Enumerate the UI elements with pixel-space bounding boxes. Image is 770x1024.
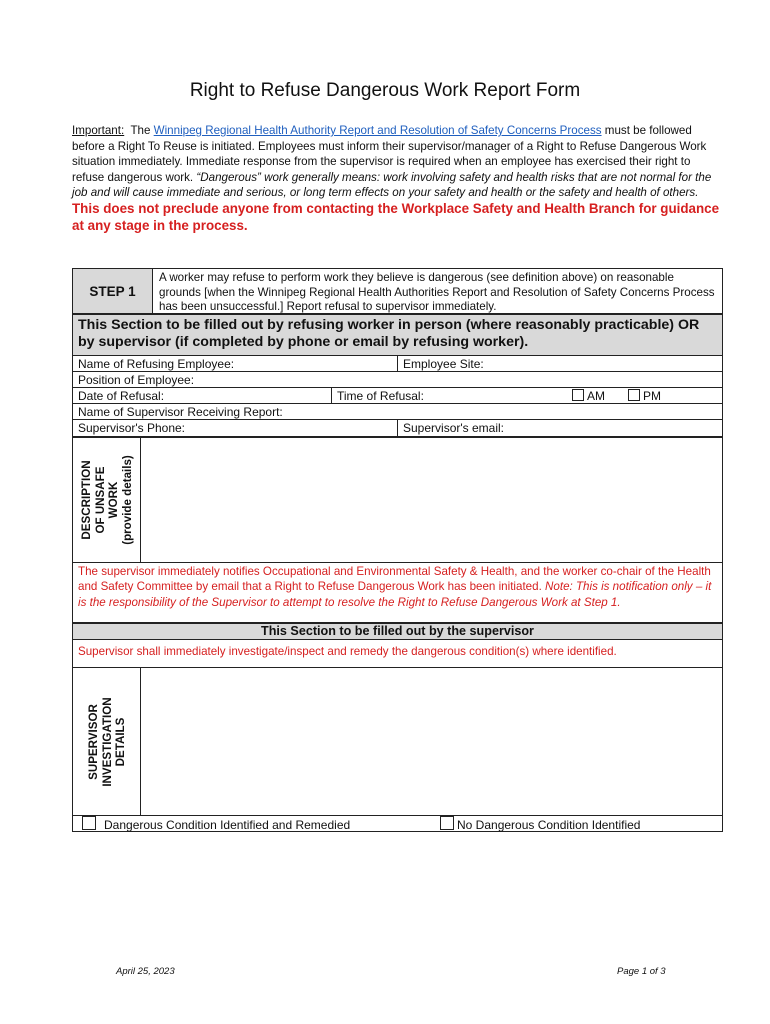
supervisor-outcome-row: [72, 816, 723, 832]
worker-section-heading: This Section to be filled out by refusing worker in person (where reasonably practicable) OR by supervisor (if completed by phone or email by refusing worker).: [72, 314, 723, 356]
row-name-site: [73, 356, 722, 372]
pm-option[interactable]: [623, 388, 713, 404]
footer-date: April 25, 2023: [116, 966, 175, 977]
condition-identified-checkbox[interactable]: [82, 816, 96, 830]
worker-fields-table: [72, 356, 723, 437]
row-position: [73, 372, 722, 388]
dangerous-definition: “Dangerous” work generally means: work involving safety and health risks that are not normal for the job and will cause immediate and serious, or long term effects on your safety and health or the safety and health of others.: [72, 170, 712, 200]
row-supervisor-name: [73, 404, 722, 420]
refusal-date-field[interactable]: Date of Refusal:: [78, 389, 165, 403]
description-label-cell: [73, 438, 141, 562]
pm-checkbox[interactable]: [628, 389, 640, 401]
wrha-process-link[interactable]: Winnipeg Regional Health Authority Report and Resolution of Safety Concerns Process: [153, 124, 602, 137]
step1-box: [72, 268, 723, 314]
am-option[interactable]: [567, 388, 627, 404]
condition-identified-label: Dangerous Condition Identified and Remedied: [104, 818, 351, 832]
employee-name-field[interactable]: Name of Refusing Employee:: [78, 357, 235, 371]
step1-text: A worker may refuse to perform work they believe is dangerous (see definition above) on reasonable grounds [when the Winnipeg Regional Health Authorities Report and Resolution of Safety Concerns Process has been unsuccessful.] Report refusal to supervisor immediately.: [159, 271, 715, 314]
no-condition-label: No Dangerous Condition Identified: [457, 818, 641, 832]
am-label: AM: [587, 389, 605, 403]
supervisor-investigation-details: [72, 668, 723, 816]
investigation-label: SUPERVISOR INVESTIGATION DETAILS: [86, 696, 127, 787]
unsafe-work-description: [72, 437, 723, 563]
refusal-time-field[interactable]: Time of Refusal:: [331, 388, 567, 404]
condition-identified-option[interactable]: [77, 816, 417, 832]
step1-label: STEP 1: [73, 269, 153, 313]
intro-text-after-link: must be followed before a Right To Reuse is initiated. Employees must inform their supervisor/manager of a Right to Refuse Dangerous Work situation immediately. Immediate response from the supervisor is required when an employee has exercised their right to refuse dangerous work.: [72, 124, 707, 184]
supervisor-instruction: Supervisor shall immediately investigate/inspect and remedy the dangerous condition(s) where identified.: [72, 640, 723, 668]
employee-site-field[interactable]: Employee Site:: [397, 356, 724, 372]
intro-paragraph: [72, 123, 722, 234]
supervisor-phone-field[interactable]: Supervisor's Phone:: [78, 421, 186, 435]
description-input-area[interactable]: [141, 438, 722, 562]
supervisor-name-field[interactable]: Name of Supervisor Receiving Report:: [78, 405, 283, 419]
investigation-label-cell: [73, 668, 141, 815]
no-condition-option[interactable]: [435, 816, 724, 832]
form-title: Right to Refuse Dangerous Work Report Form: [189, 80, 581, 101]
am-checkbox[interactable]: [572, 389, 584, 401]
important-label: Important:: [72, 124, 125, 137]
supervisor-section-heading: This Section to be filled out by the supervisor: [72, 623, 723, 640]
intro-text-before-link: The: [130, 124, 151, 137]
supervisor-email-field[interactable]: Supervisor's email:: [397, 420, 724, 436]
footer-page-number: Page 1 of 3: [617, 966, 666, 977]
workplace-branch-notice: This does not preclude anyone from contacting the Workplace Safety and Health Branch for guidance at any stage in the process.: [72, 200, 720, 233]
notification-note: [72, 563, 723, 623]
description-label: DESCRIPTION OF UNSAFE WORK (provide details): [79, 455, 133, 545]
notification-text: The supervisor immediately notifies Occupational and Environmental Safety & Health, and the worker co-chair of the Health and Safety Committee by email that a Right to Refuse Dangerous Work has been initiated.: [78, 565, 711, 594]
pm-label: PM: [643, 389, 661, 403]
investigation-input-area[interactable]: [141, 668, 722, 815]
no-condition-checkbox[interactable]: [440, 816, 454, 830]
employee-position-field[interactable]: Position of Employee:: [78, 373, 195, 387]
row-date-time: [73, 388, 722, 404]
row-supervisor-contact: [73, 420, 722, 436]
notification-italic: Note: This is notification only – it is the responsibility of the Supervisor to attempt to resolve the Right to Refuse Dangerous Work at Step 1.: [78, 580, 712, 609]
